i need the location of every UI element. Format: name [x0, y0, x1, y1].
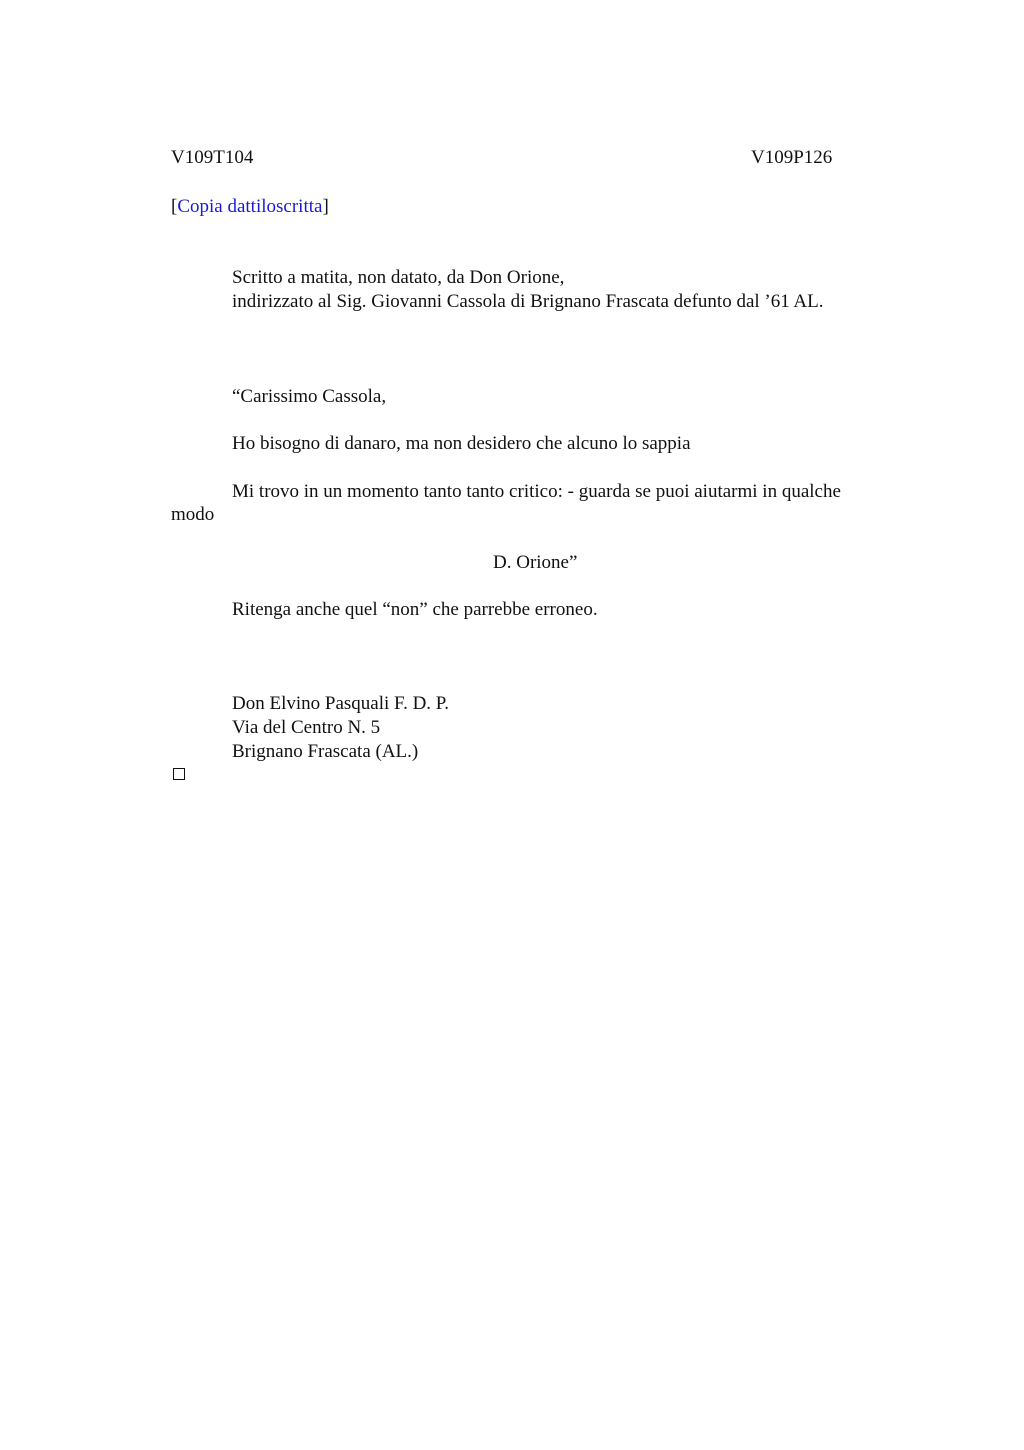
letter-paragraph-2-line-1: Mi trovo in un momento tanto tanto critico: - guarda se puoi aiutarmi in qualche [232, 481, 841, 502]
sender-street: Via del Centro N. 5 [232, 717, 381, 738]
source-note [171, 195, 329, 219]
document-code-left: V109T104 [171, 147, 254, 168]
letter-signature: D. Orione” [493, 552, 578, 573]
copia-dattiloscritta-link[interactable]: Copia dattiloscritta [177, 196, 323, 217]
source-note-open-bracket: [ [171, 196, 178, 217]
letter-salutation: “Carissimo Cassola, [232, 386, 387, 407]
document-code-right: V109P126 [751, 147, 833, 168]
sender-name: Don Elvino Pasquali F. D. P. [232, 693, 449, 714]
source-note-close-bracket: ] [322, 196, 329, 217]
sender-city: Brignano Frascata (AL.) [232, 741, 419, 762]
letter-paragraph-1: Ho bisogno di danaro, ma non desidero che alcuno lo sappia [232, 433, 691, 454]
checkbox-square-icon [173, 768, 185, 780]
letter-paragraph-2-line-2: modo [171, 504, 215, 525]
description-line-1: Scritto a matita, non datato, da Don Orione, [232, 267, 565, 288]
description-line-2: indirizzato al Sig. Giovanni Cassola di Brignano Frascata defunto dal ’61 AL. [232, 291, 824, 312]
editorial-note: Ritenga anche quel “non” che parrebbe erroneo. [232, 599, 598, 620]
